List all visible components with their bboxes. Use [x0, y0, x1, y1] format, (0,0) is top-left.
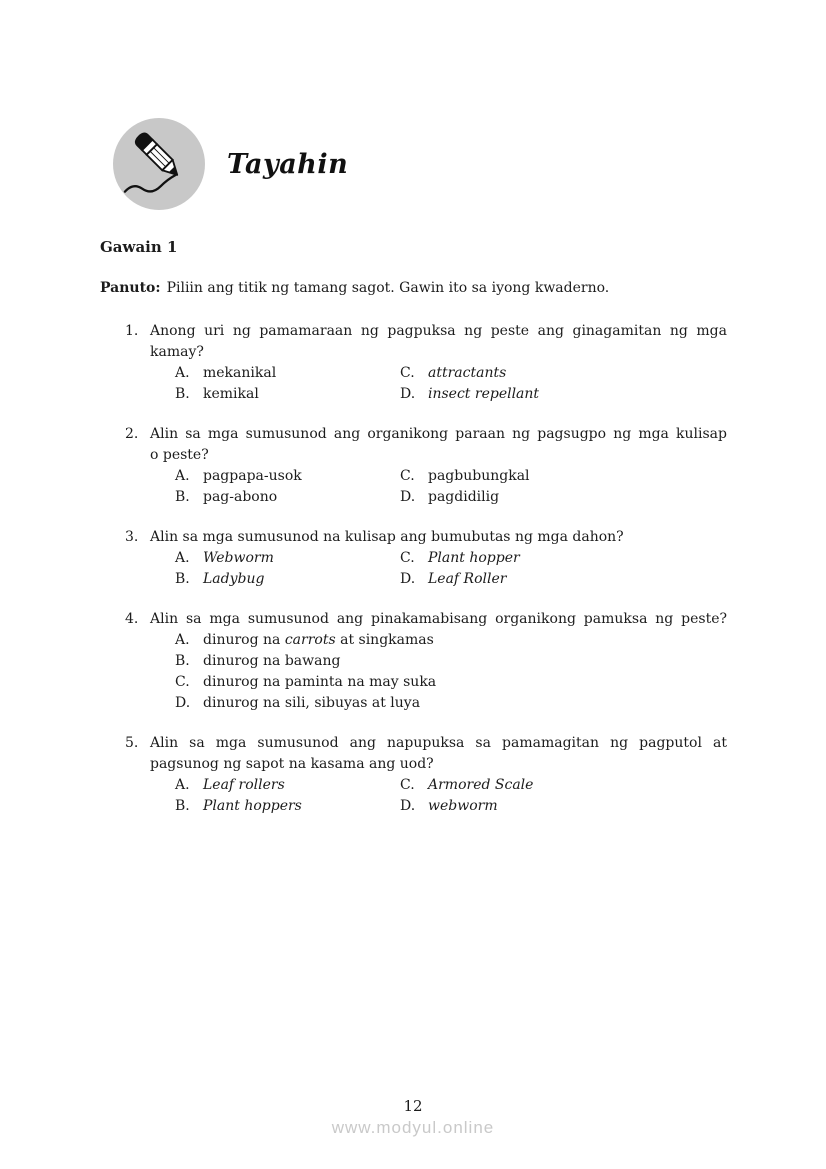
option-letter: B. [175, 653, 190, 669]
option-text: Armored Scale [428, 777, 534, 793]
option-text: dinurog na bawang [203, 653, 341, 669]
option-letter: A. [175, 777, 190, 793]
question-body [150, 321, 727, 405]
options-grid [175, 775, 727, 817]
options-grid [175, 363, 727, 405]
option-b [175, 569, 400, 590]
option-text: Plant hopper [428, 550, 520, 566]
watermark-url: www.modyul.online [331, 1118, 495, 1137]
option-letter: B. [175, 386, 190, 402]
question-number: 3. [125, 529, 139, 545]
option-letter: C. [400, 468, 415, 484]
question-body [150, 424, 727, 508]
option-text: dinurog na carrots at singkamas [203, 632, 434, 648]
option-c [400, 466, 727, 487]
option-text: Plant hoppers [203, 798, 302, 814]
question-body [150, 733, 727, 817]
page-footer [0, 1096, 826, 1139]
option-d [400, 569, 727, 590]
option-text: pag-abono [203, 489, 278, 505]
question-number: 4. [125, 611, 139, 627]
option-letter: A. [175, 365, 190, 381]
option-text: Webworm [203, 550, 274, 566]
question-number: 2. [125, 426, 139, 442]
options-grid [175, 466, 727, 508]
option-b [175, 487, 400, 508]
question-4 [100, 609, 727, 714]
option-text: dinurog na paminta na may suka [203, 674, 437, 690]
options-list [175, 630, 727, 714]
question-body [150, 609, 727, 714]
question-text-line: Alin sa mga sumusunod ang napupuksa sa pamamagitan ng pagputol at [150, 735, 727, 751]
instructions-text: Piliin ang titik ng tamang sagot. Gawin ito sa iyong kwaderno. [166, 280, 610, 296]
question-body [150, 527, 727, 590]
option-letter: D. [175, 695, 191, 711]
option-text: insect repellant [428, 386, 540, 402]
option-text: mekanikal [203, 365, 277, 381]
question-text-line: kamay? [150, 344, 204, 360]
option-a [175, 775, 400, 796]
page-number: 12 [403, 1097, 423, 1115]
question-number: 5. [125, 735, 139, 751]
option-letter: C. [400, 550, 415, 566]
question-text-line: Anong uri ng pamamaraan ng pagpuksa ng peste ang ginagamitan ng mga [150, 323, 727, 339]
question-5 [100, 733, 727, 817]
option-letter: B. [175, 571, 190, 587]
pencil-writing-icon [113, 118, 205, 210]
option-a [175, 466, 400, 487]
option-letter: D. [400, 571, 416, 587]
instructions [100, 278, 727, 299]
option-letter: B. [175, 489, 190, 505]
assessment-header [113, 118, 348, 210]
option-letter: B. [175, 798, 190, 814]
option-c [400, 363, 727, 384]
option-letter: D. [400, 386, 416, 402]
questions-list [100, 321, 727, 817]
instructions-label: Panuto: [100, 280, 161, 296]
option-d [400, 796, 727, 817]
option-text: pagdidilig [428, 489, 500, 505]
question-text-line: Alin sa mga sumusunod na kulisap ang bumubutas ng mga dahon? [150, 529, 624, 545]
option-text: pagbubungkal [428, 468, 530, 484]
option-letter: D. [400, 489, 416, 505]
option-letter: C. [400, 365, 415, 381]
option-letter: A. [175, 632, 190, 648]
option-text: pagpapa-usok [203, 468, 302, 484]
section-heading: Gawain 1 [100, 238, 178, 256]
option-b [175, 796, 400, 817]
question-text-line: o peste? [150, 447, 209, 463]
option-letter: D. [400, 798, 416, 814]
option-text: Leaf Roller [428, 571, 507, 587]
question-number: 1. [125, 323, 139, 339]
option-letter: C. [400, 777, 415, 793]
question-text-line: Alin sa mga sumusunod ang organikong paraan ng pagsugpo ng mga kulisap [150, 426, 727, 442]
option-d [400, 384, 727, 405]
question-3 [100, 527, 727, 590]
option-text: dinurog na sili, sibuyas at luya [203, 695, 421, 711]
question-2 [100, 424, 727, 508]
option-c [400, 775, 727, 796]
option-letter: A. [175, 550, 190, 566]
option-text: Ladybug [203, 571, 265, 587]
option-c [175, 672, 727, 693]
option-b [175, 384, 400, 405]
option-text: webworm [428, 798, 498, 814]
option-d [175, 693, 727, 714]
page-title: Tayahin [227, 148, 349, 180]
option-text: attractants [428, 365, 507, 381]
options-grid [175, 548, 727, 590]
option-c [400, 548, 727, 569]
question-1 [100, 321, 727, 405]
option-b [175, 651, 727, 672]
content-area [100, 237, 727, 836]
option-text: Leaf rollers [203, 777, 285, 793]
option-a [175, 548, 400, 569]
question-text-line: pagsunog ng sapot na kasama ang uod? [150, 756, 434, 772]
question-text-line: Alin sa mga sumusunod ang pinakamabisang organikong pamuksa ng peste? [150, 611, 727, 627]
option-d [400, 487, 727, 508]
option-a [175, 363, 400, 384]
option-text: kemikal [203, 386, 259, 402]
pencil-icon [113, 118, 205, 210]
option-letter: C. [175, 674, 190, 690]
option-letter: A. [175, 468, 190, 484]
option-a [175, 630, 727, 651]
